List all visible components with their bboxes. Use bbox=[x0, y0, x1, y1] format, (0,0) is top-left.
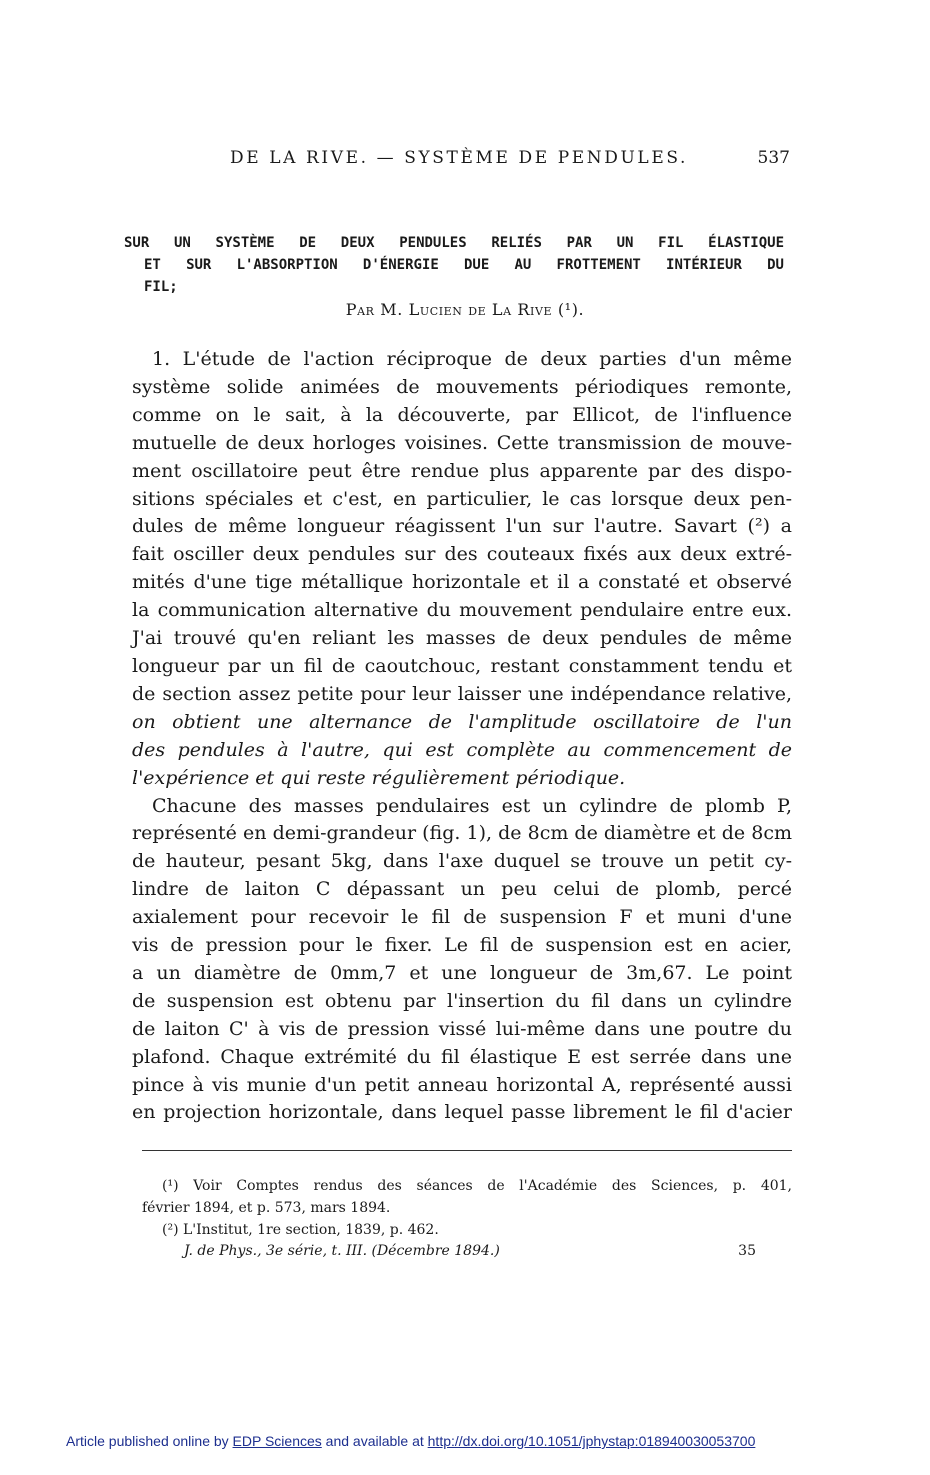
body-line: a un diamètre de 0mm,7 et une longueur de 3m,67. Le point bbox=[132, 961, 792, 984]
body-line: comme on le sait, à la découverte, par Ellicot, de l'influence bbox=[132, 403, 792, 426]
body-line: mités d'une tige métallique horizontale et il a constaté et observé bbox=[132, 571, 792, 594]
author-byline: Par M. Lucien de La Rive (¹). bbox=[345, 300, 585, 319]
body-line: de hauteur, pesant 5kg, dans l'axe duquel se trouve un petit cy- bbox=[132, 850, 792, 873]
body-line-emphasis: on obtient une alternance de l'amplitude oscillatoire de l'un bbox=[132, 710, 792, 733]
body-line: dules de même longueur réagissent l'un sur l'autre. Savart (²) a bbox=[132, 515, 792, 538]
body-line-emphasis: l'expérience et qui reste régulièrement périodique. bbox=[132, 766, 626, 789]
body-line: vis de pression pour le fixer. Le fil de suspension est en acier, bbox=[132, 934, 792, 957]
body-line: système solide animées de mouvements périodiques remonte, bbox=[132, 375, 792, 398]
running-head bbox=[230, 148, 790, 174]
body-line: ment oscillatoire peut être rendue plus apparente par des dispo- bbox=[132, 459, 792, 482]
footnotes bbox=[142, 1175, 792, 1241]
body-line: de laiton C' à vis de pression vissé lui-même dans une poutre du bbox=[132, 1017, 792, 1040]
body-line: plafond. Chaque extrémité du fil élastique E est serrée dans une bbox=[132, 1045, 792, 1068]
footnote-divider bbox=[142, 1150, 792, 1151]
publisher-prefix: Article published online by bbox=[66, 1433, 233, 1449]
body-line: sitions spéciales et c'est, en particulier, le cas lorsque deux pen- bbox=[132, 487, 792, 510]
publisher-link[interactable]: EDP Sciences bbox=[232, 1433, 322, 1449]
footnote-line: février 1894, et p. 573, mars 1894. bbox=[142, 1200, 391, 1216]
running-title: DE LA RIVE. — SYSTÈME DE PENDULES. bbox=[230, 148, 688, 168]
body-line: mutuelle de deux horloges voisines. Cette transmission de mouve- bbox=[132, 431, 792, 454]
body-line-emphasis: des pendules à l'autre, qui est complète au commencement de bbox=[132, 738, 792, 761]
article-title bbox=[124, 232, 784, 298]
publisher-bar bbox=[66, 1433, 755, 1449]
title-line: FIL; bbox=[144, 279, 178, 295]
body-line: pince à vis munie d'un petit anneau horizontal A, représenté aussi bbox=[132, 1073, 792, 1096]
publisher-middle: and available at bbox=[321, 1433, 428, 1449]
body-line: axialement pour recevoir le fil de suspension F et muni d'une bbox=[132, 906, 792, 929]
footnote-line: (¹) Voir Comptes rendus des séances de l'Académie des Sciences, p. 401, bbox=[162, 1178, 792, 1194]
body-line: de section assez petite pour leur laisser une indépendance relative, bbox=[132, 682, 792, 705]
article-body bbox=[132, 346, 792, 1127]
signature-mark: 35 bbox=[738, 1243, 756, 1259]
body-line: longueur par un fil de caoutchouc, restant constamment tendu et bbox=[132, 654, 792, 677]
body-line: représenté en demi-grandeur (fig. 1), de 8cm de diamètre et de 8cm bbox=[132, 822, 792, 845]
title-line: SUR UN SYSTÈME DE DEUX PENDULES RELIÉS PAR UN FIL ÉLASTIQUE bbox=[124, 235, 784, 251]
footnote-line: (²) L'Institut, 1re section, 1839, p. 462. bbox=[162, 1222, 439, 1238]
journal-citation: J. de Phys., 3e série, t. III. (Décembre 1894.) bbox=[184, 1243, 500, 1259]
body-line: la communication alternative du mouvement pendulaire entre eux. bbox=[132, 599, 792, 622]
body-line: de suspension est obtenu par l'insertion du fil dans un cylindre bbox=[132, 989, 792, 1012]
title-line: ET SUR L'ABSORPTION D'ÉNERGIE DUE AU FROTTEMENT INTÉRIEUR DU bbox=[144, 257, 784, 273]
body-line: 1. L'étude de l'action réciproque de deux parties d'un même bbox=[152, 348, 792, 370]
page-number: 537 bbox=[757, 148, 790, 168]
body-line: fait osciller deux pendules sur des couteaux fixés aux deux extré- bbox=[132, 543, 792, 566]
body-line: Chacune des masses pendulaires est un cylindre de plomb P, bbox=[152, 794, 792, 817]
body-line: lindre de laiton C dépassant un peu celui de plomb, percé bbox=[132, 878, 792, 901]
doi-link[interactable]: http://dx.doi.org/10.1051/jphystap:018940030053700 bbox=[427, 1433, 756, 1449]
body-line: J'ai trouvé qu'en reliant les masses de deux pendules de même bbox=[132, 627, 792, 650]
body-line: en projection horizontale, dans lequel passe librement le fil d'acier bbox=[132, 1101, 792, 1124]
